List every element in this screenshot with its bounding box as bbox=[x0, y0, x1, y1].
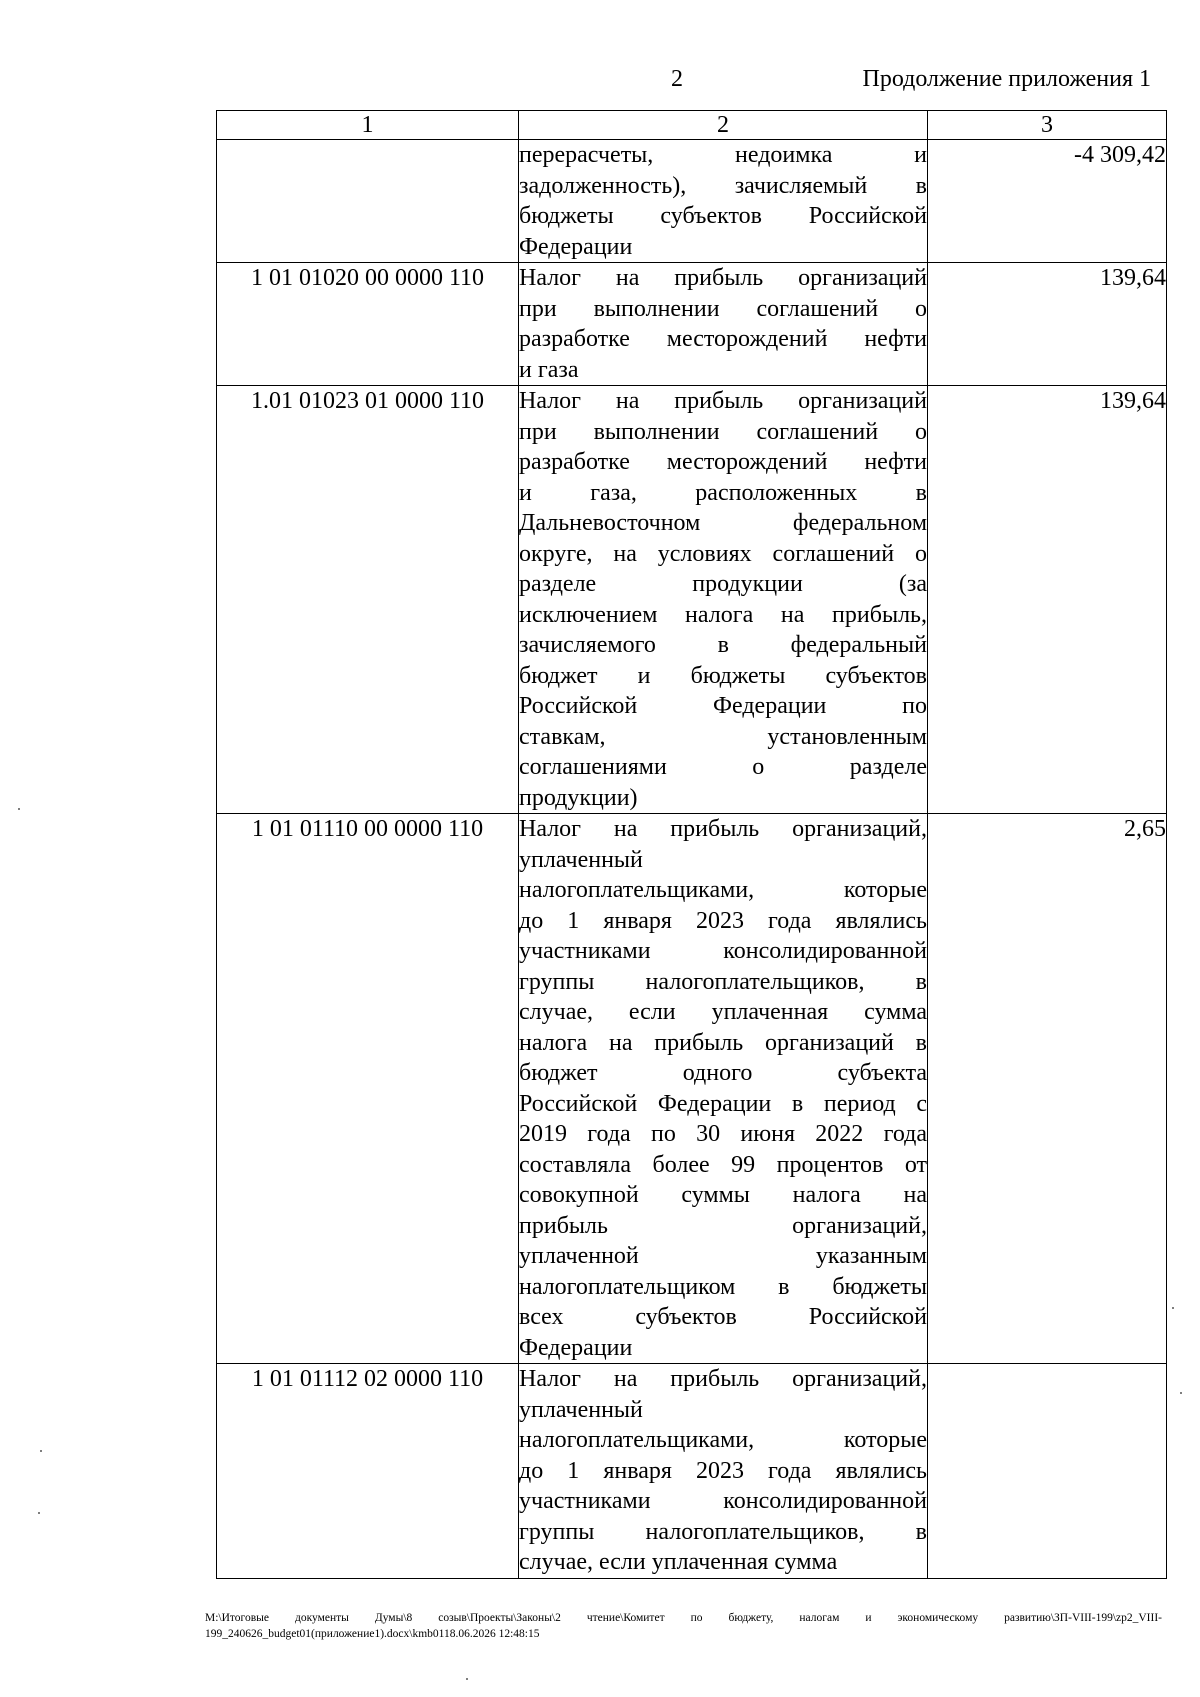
amount-value: 139,64 bbox=[928, 386, 1167, 814]
description-line: и газа, расположенных в bbox=[519, 479, 927, 506]
table-row bbox=[217, 386, 1167, 814]
description-line: составляла более 99 процентов от bbox=[519, 1151, 927, 1178]
table-row bbox=[217, 814, 1167, 1364]
description-line: Налог на прибыль организаций, bbox=[519, 816, 927, 842]
budget-classification-code: 1.01 01023 01 0000 110 bbox=[217, 386, 519, 814]
description-line: налогоплательщиком в бюджеты bbox=[519, 1273, 927, 1300]
description-line: налогоплательщиками, которые bbox=[519, 877, 927, 903]
table-row bbox=[217, 263, 1167, 386]
description-line: ставкам, установленным bbox=[519, 723, 927, 750]
revenue-description bbox=[519, 386, 928, 814]
amount-value: -4 309,42 bbox=[928, 140, 1167, 263]
column-header-3: 3 bbox=[928, 111, 1167, 140]
description-line: Федерации bbox=[519, 1334, 633, 1361]
description-line: Российской Федерации в период с bbox=[519, 1090, 927, 1117]
description-line: Налог на прибыль организаций bbox=[519, 265, 927, 291]
amount-value: 139,64 bbox=[928, 263, 1167, 386]
description-line: округе, на условиях соглашений о bbox=[519, 540, 927, 567]
budget-revenue-table bbox=[216, 110, 1167, 1579]
description-line: до 1 января 2023 года являлись bbox=[519, 1457, 927, 1484]
description-line: при выполнении соглашений о bbox=[519, 418, 927, 445]
description-line: случае, если уплаченная сумма bbox=[519, 999, 927, 1025]
description-line: группы налогоплательщиков, в bbox=[519, 1518, 927, 1545]
revenue-description bbox=[519, 1364, 928, 1579]
revenue-description bbox=[519, 263, 928, 386]
description-line: до 1 января 2023 года являлись bbox=[519, 907, 927, 934]
appendix-continuation-label: Продолжение приложения 1 bbox=[862, 66, 1151, 92]
description-line: исключением налога на прибыль, bbox=[519, 601, 927, 628]
budget-classification-code: 1 01 01112 02 0000 110 bbox=[217, 1364, 519, 1579]
amount-value: 2,65 bbox=[928, 814, 1167, 1364]
description-line: совокупной суммы налога на bbox=[519, 1182, 927, 1208]
table-header-row bbox=[217, 111, 1167, 140]
description-line: налога на прибыль организаций в bbox=[519, 1029, 927, 1056]
description-line: задолженность), зачисляемый в bbox=[519, 172, 927, 199]
scan-speck bbox=[40, 1450, 42, 1452]
budget-classification-code: 1 01 01020 00 0000 110 bbox=[217, 263, 519, 386]
description-line: уплаченной указанным bbox=[519, 1243, 927, 1269]
scan-speck bbox=[466, 1678, 468, 1680]
description-line: соглашениями о разделе bbox=[519, 754, 927, 780]
description-line: участниками консолидированной bbox=[519, 938, 927, 964]
budget-classification-code: 1 01 01110 00 0000 110 bbox=[217, 814, 519, 1364]
description-line: разработке месторождений нефти bbox=[519, 326, 927, 352]
table-row bbox=[217, 140, 1167, 263]
table-row bbox=[217, 1364, 1167, 1579]
revenue-description bbox=[519, 814, 928, 1364]
description-line: случае, если уплаченная сумма bbox=[519, 1549, 838, 1575]
description-line: Дальневосточном федеральном bbox=[519, 510, 927, 536]
description-line: продукции) bbox=[519, 784, 638, 811]
description-line: бюджет и бюджеты субъектов bbox=[519, 662, 927, 689]
description-line: и газа bbox=[519, 356, 579, 383]
page-number: 2 bbox=[671, 66, 683, 92]
column-header-1: 1 bbox=[217, 111, 519, 140]
scan-speck bbox=[1172, 1307, 1174, 1309]
revenue-description bbox=[519, 140, 928, 263]
description-line: бюджеты субъектов Российской bbox=[519, 203, 927, 229]
description-line: 2019 года по 30 июня 2022 года bbox=[519, 1121, 927, 1147]
description-line: уплаченный bbox=[519, 1396, 643, 1423]
amount-value bbox=[928, 1364, 1167, 1579]
description-line: Российской Федерации по bbox=[519, 693, 927, 719]
scan-speck bbox=[38, 1512, 40, 1514]
description-line: Налог на прибыль организаций bbox=[519, 388, 927, 414]
description-line: группы налогоплательщиков, в bbox=[519, 968, 927, 995]
description-line: всех субъектов Российской bbox=[519, 1304, 927, 1330]
description-line: разделе продукции (за bbox=[519, 571, 927, 597]
description-line: бюджет одного субъекта bbox=[519, 1060, 927, 1086]
description-line: прибыль организаций, bbox=[519, 1212, 927, 1239]
description-line: при выполнении соглашений о bbox=[519, 295, 927, 322]
description-line: перерасчеты, недоимка и bbox=[519, 142, 927, 168]
description-line: разработке месторождений нефти bbox=[519, 449, 927, 475]
scan-speck bbox=[18, 808, 20, 810]
column-header-2: 2 bbox=[519, 111, 928, 140]
scan-speck bbox=[1180, 1392, 1182, 1394]
description-line: зачисляемого в федеральный bbox=[519, 632, 927, 658]
budget-classification-code bbox=[217, 140, 519, 263]
document-file-path: M:\Итоговые документы Думы\8 созыв\Проекты\Законы\2 чтение\Комитет по бюджету, налогам и экономическому развитию\ЗП-VIII-199\zp2_VIII-199_240626_budget01(приложение1).docx\kmb0118.06.2026 12:48:15 bbox=[205, 1612, 1162, 1640]
description-line: участниками консолидированной bbox=[519, 1488, 927, 1514]
description-line: уплаченный bbox=[519, 846, 643, 873]
description-line: налогоплательщиками, которые bbox=[519, 1427, 927, 1453]
description-line: Налог на прибыль организаций, bbox=[519, 1366, 927, 1392]
description-line: Федерации bbox=[519, 233, 633, 260]
